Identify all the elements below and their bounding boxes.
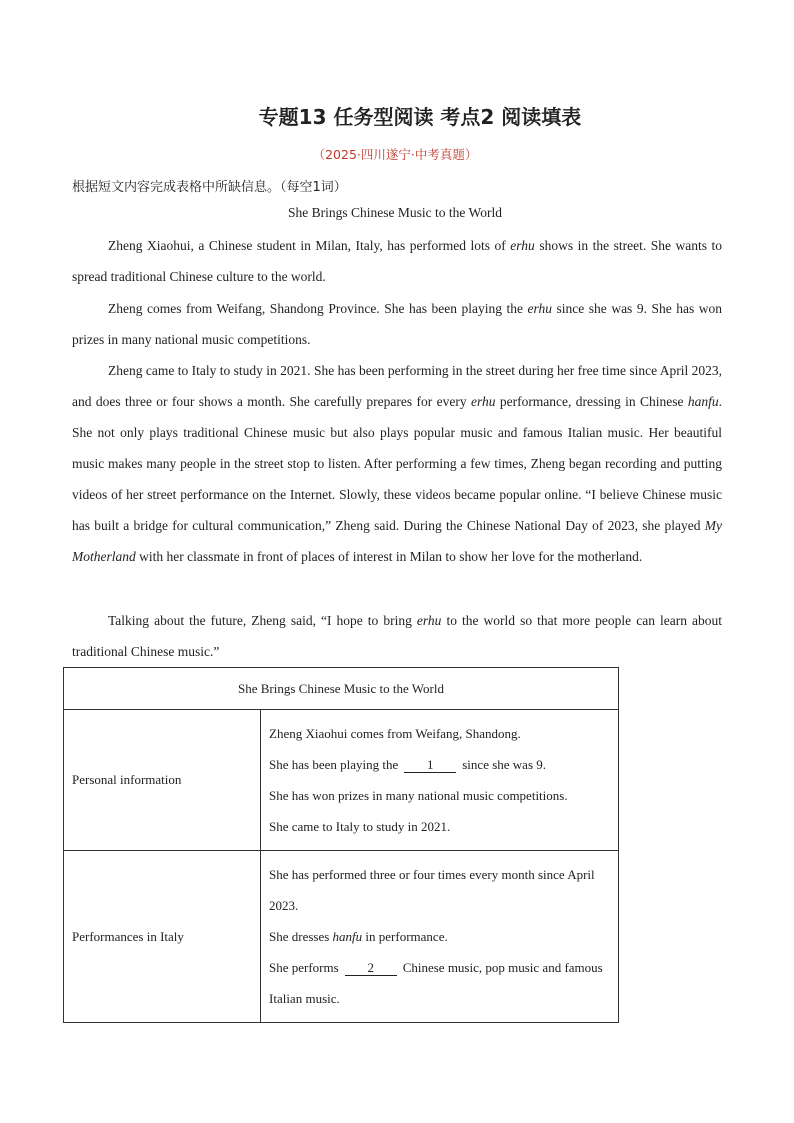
text: She performs bbox=[269, 960, 339, 975]
info-table bbox=[63, 667, 619, 1023]
song-title: My Motherland bbox=[72, 518, 722, 564]
text: to the world so that more people can learn about traditional Chinese music.” bbox=[72, 613, 723, 659]
table-line: She has won prizes in many national music competitions. bbox=[269, 788, 568, 803]
table-heading: She Brings Chinese Music to the World bbox=[64, 668, 619, 710]
table-line: She came to Italy to study in 2021. bbox=[269, 819, 451, 834]
source-note: （2025·四川遂宁·中考真题） bbox=[312, 147, 478, 162]
text: shows in the street. She wants to spread traditional Chinese culture to the world. bbox=[72, 238, 722, 284]
blank-2[interactable]: 2 bbox=[345, 961, 397, 976]
text: since she was 9. bbox=[462, 757, 547, 772]
text: She dresses bbox=[269, 929, 333, 944]
passage-title: She Brings Chinese Music to the World bbox=[288, 205, 502, 220]
table-row bbox=[64, 710, 619, 851]
table-line bbox=[269, 749, 610, 780]
table-line: Zheng Xiaohui comes from Weifang, Shandong. bbox=[269, 726, 521, 741]
row-label: Personal information bbox=[64, 710, 261, 851]
italic-term: erhu bbox=[470, 394, 496, 409]
table-row bbox=[64, 851, 619, 1023]
text: with her classmate in front of places of interest in Milan to show her love for the motherland. bbox=[135, 549, 643, 564]
table-line: She has performed three or four times every month since April 2023. bbox=[269, 867, 595, 913]
instruction: 根据短文内容完成表格中所缺信息。（每空1词） bbox=[72, 180, 347, 195]
row-content bbox=[261, 851, 619, 1023]
text: Zheng came to Italy to study in 2021. She has been performing in the street during her free time since April 2023, and does three or four shows a month. She carefully prepares for every bbox=[72, 363, 722, 409]
table-line bbox=[269, 952, 610, 1014]
row-label: Performances in Italy bbox=[64, 851, 261, 1023]
italic-term: erhu bbox=[527, 301, 553, 316]
text: since she was 9. She has won prizes in many national music competitions. bbox=[72, 301, 722, 347]
text: performance, dressing in Chinese bbox=[495, 394, 688, 409]
text: Talking about the future, Zheng said, “I hope to bring bbox=[108, 613, 417, 628]
blank-1[interactable]: 1 bbox=[404, 758, 456, 773]
paragraph-1 bbox=[72, 230, 722, 292]
paragraph-4 bbox=[72, 605, 722, 667]
table-heading-row bbox=[64, 668, 619, 710]
italic-term: erhu bbox=[416, 613, 442, 628]
italic-term: hanfu bbox=[687, 394, 719, 409]
row-content bbox=[261, 710, 619, 851]
text: Zheng Xiaohui, a Chinese student in Milan, Italy, has performed lots of bbox=[108, 238, 511, 253]
italic-term: hanfu bbox=[332, 929, 363, 944]
paragraph-2 bbox=[72, 293, 722, 355]
table-line bbox=[269, 921, 610, 952]
italic-term: erhu bbox=[510, 238, 535, 253]
text: She has been playing the bbox=[269, 757, 399, 772]
page-title: 专题13 任务型阅读 考点2 阅读填表 bbox=[258, 105, 582, 129]
text: . She not only plays traditional Chinese music but also plays popular music and famous Italian music. Her beautiful music makes many people in the street stop to listen. After performing a few times, Zheng began recording and putting videos of her street performance on the Internet. Slowly, these videos became popular online. “I believe Chinese music has built a bridge for cultural communication,” Zheng said. During the Chinese National Day of 2023, she played bbox=[72, 394, 722, 533]
text: Zheng comes from Weifang, Shandong Province. She has been playing the bbox=[108, 301, 528, 316]
paragraph-3 bbox=[72, 355, 722, 572]
text: in performance. bbox=[362, 929, 448, 944]
text: Chinese music, pop music and famous Italian music. bbox=[269, 960, 603, 1006]
